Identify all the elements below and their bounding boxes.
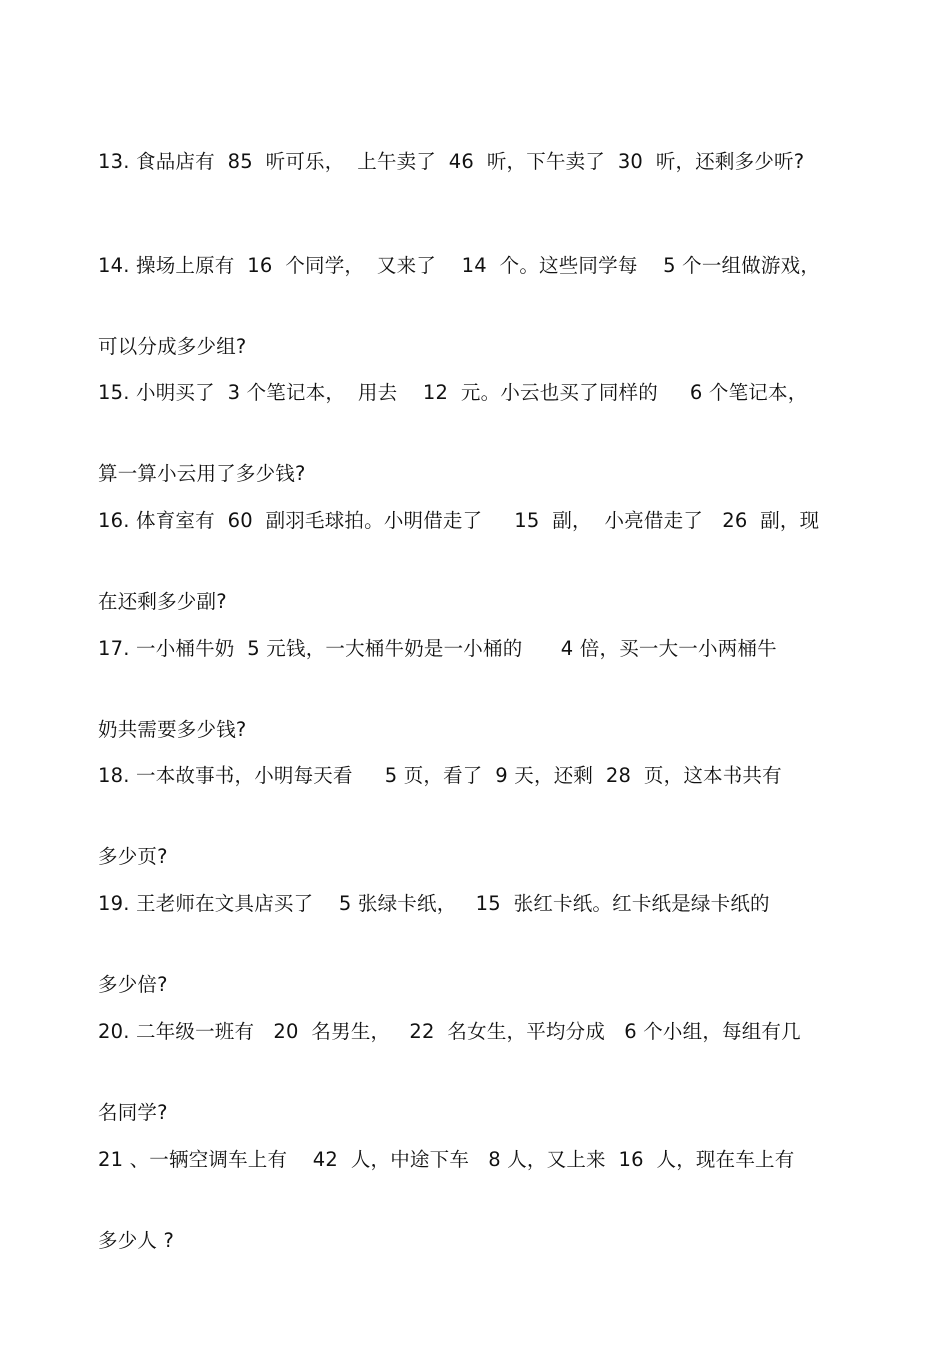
problem-21-line-2: 多少人 ? [98, 1229, 175, 1252]
problem-16-line-1: 16. 体育室有 60 副羽毛球拍。小明借走了 15 副， 小亮借走了 26 副，现 [98, 509, 820, 532]
problem-18-line-2: 多少页? [98, 845, 168, 868]
problem-15-line-1: 15. 小明买了 3 个笔记本， 用去 12 元。小云也买了同样的 6 个笔记本， [98, 381, 808, 404]
problem-15-line-2: 算一算小云用了多少钱? [98, 462, 306, 485]
problem-17-line-1: 17. 一小桶牛奶 5 元钱，一大桶牛奶是一小桶的 4 倍，买一大一小两桶牛 [98, 637, 777, 660]
problem-13-line-1: 13. 食品店有 85 听可乐， 上午卖了 46 听，下午卖了 30 听，还剩多少听? [98, 150, 805, 173]
problem-19-line-1: 19. 王老师在文具店买了 5 张绿卡纸， 15 张红卡纸。红卡纸是绿卡纸的 [98, 892, 770, 915]
problem-21-line-1: 21 、一辆空调车上有 42 人，中途下车 8 人，又上来 16 人，现在车上有 [98, 1148, 795, 1171]
problem-19-line-2: 多少倍? [98, 973, 168, 996]
problem-18-line-1: 18. 一本故事书，小明每天看 5 页，看了 9 天，还剩 28 页，这本书共有 [98, 764, 782, 787]
problem-20-line-1: 20. 二年级一班有 20 名男生， 22 名女生，平均分成 6 个小组，每组有几 [98, 1020, 801, 1043]
problem-14-line-1: 14. 操场上原有 16 个同学， 又来了 14 个。这些同学每 5 个一组做游戏， [98, 254, 821, 277]
problem-16-line-2: 在还剩多少副? [98, 590, 227, 613]
problem-20-line-2: 名同学? [98, 1101, 168, 1124]
problem-21 [98, 1092, 858, 1308]
problem-17-line-2: 奶共需要多少钱? [98, 718, 247, 741]
problem-14-line-2: 可以分成多少组? [98, 335, 247, 358]
